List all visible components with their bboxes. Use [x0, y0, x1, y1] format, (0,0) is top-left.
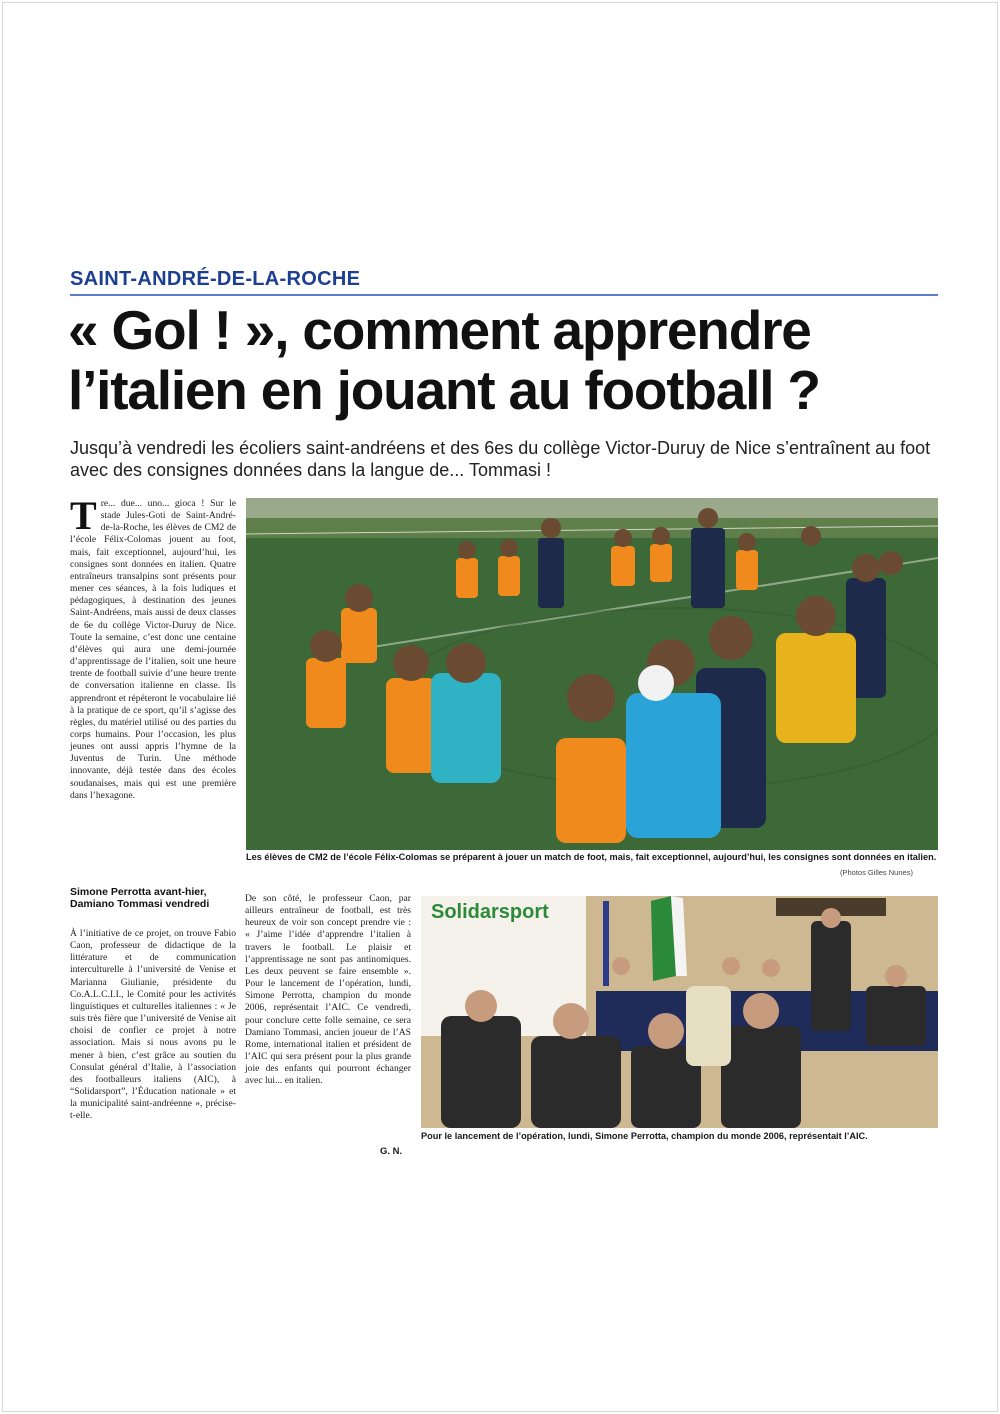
body-text-2: De son côté, le professeur Caon, par ailleurs entraîneur de football, est très heureux de voir son concept prendre vie : « J’aime l’idée d’apprendre l’italien à travers le football. Le plaisir et l’apprentissage ne sont pas antinomiques. Les deux peuvent se faire ensemble ». Pour le lancement de l’opération, lundi, Simone Perrotta, champion du monde 2006, représentait l’AIC. Ce vendredi, pour conclure cette folle semaine, ce sera Damiano Tommasi, ancien joueur de l’AS Rome, international italien et président de l’AIC qui sera présent pour la plus grande joie des enfants qui pourront échanger avec lui... en italien.	[245, 893, 411, 1087]
standfirst: Jusqu’à vendredi les écoliers saint-andréens et des 6es du collège Victor-Duruy de Nice s’entraînent au foot avec des consignes données dans la langue de... Tommasi !	[70, 438, 931, 480]
meeting-photo	[421, 896, 938, 1128]
body-column-2	[245, 893, 411, 1088]
dropcap: T	[70, 493, 97, 538]
byline: G. N.	[380, 1146, 403, 1157]
headline: « Gol ! », comment apprendre l’italien en jouant au football ?	[68, 299, 820, 421]
main-photo-caption: Les élèves de CM2 de l’école Félix-Colomas se préparent à jouer un match de foot, mais, fait exceptionnel, aujourd’hui, les consignes sont données en italien.	[246, 852, 937, 862]
subhead: Simone Perrotta avant-hier, Damiano Tommasi vendredi	[70, 886, 210, 910]
section-kicker: SAINT-ANDRÉ-DE-LA-ROCHE	[70, 268, 361, 290]
body-column-1b	[70, 928, 236, 1123]
main-photo	[246, 498, 938, 850]
body-column-1	[70, 493, 236, 802]
meeting-photo-caption: Pour le lancement de l’opération, lundi, Simone Perrotta, champion du monde 2006, représentait l’AIC.	[421, 1131, 868, 1141]
photo-credit: (Photos Gilles Nunes)	[840, 868, 913, 877]
solidarsport-banner: Solidarsport	[431, 901, 549, 923]
body-text-1: re... due... uno... gioca ! Sur le stade Jules-Goti de Saint-André-de-la-Roche, les élèves de CM2 de l’école Félix-Colomas jouent au foot, mais, fait exceptionnel, aujourd’hui, les consignes sont données en italien. Quatre entraîneurs transalpins sont présents pour mener ces séances, à la fois ludiques et pédagogiques, à destination des jeunes Saint-Andréens, mais aussi de deux classes de 6e du collège Victor-Duruy de Nice. Toute la semaine, c’est donc une centaine d’élèves qui aura une demi-journée d’apprentissage de l’italien, soit une heure trente de football suivie d’une heure trente de conversation italienne en classe. Ils apprendront et répéteront le vocabulaire lié à la pratique de ce sport, qu’il s’agisse des règles, du matériel utilisé ou des parties du corps humains. Pour l’occasion, les plus jeunes ont aussi appris l’hymne de la Juventus de Turin. Une méthode innovante, déjà testée dans des écoles soudanaises, mais qui est une première dans l’hexagone.	[70, 498, 236, 801]
body-text-1b: À l’initiative de ce projet, on trouve Fabio Caon, professeur de didactique de la littérature et de communication interculturelle à l’université de Venise et Marianna Giulianie, présidente du Co.A.L.C.I.I., le Comité pour les activités linguistiques et culturelles italiennes : « Je suis très fière que l’université de Venise ait choisi de confier ce projet à notre association. Mais si nous avons pu le mener à bien, c’est grâce au soutien du Consulat général d’Italie, à l’association des footballeurs italiens (AIC), à “Solidarsport”, l’Éducation nationale » et la municipalité saint-andréenne », précise-t-elle.	[70, 928, 236, 1122]
kicker-rule	[70, 294, 938, 296]
